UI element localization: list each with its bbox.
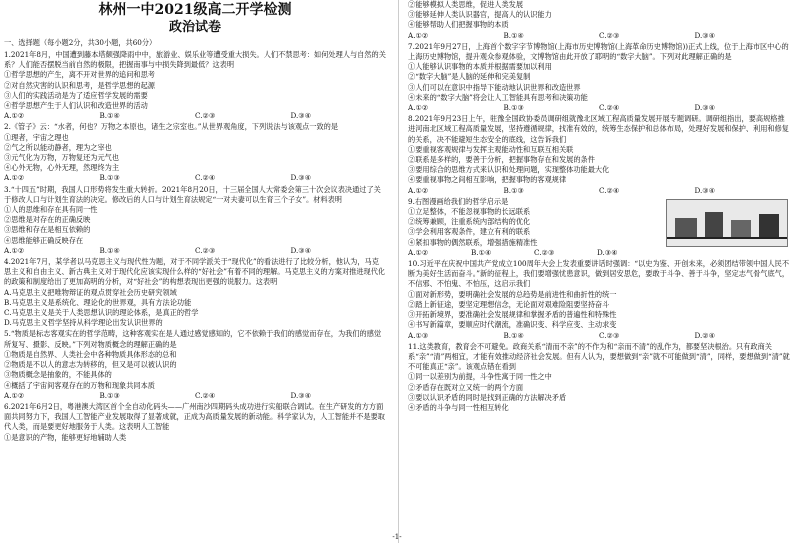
answer-choices <box>408 248 660 258</box>
question-stem: 6.2021年6月2日，粤港澳大湾区首个全自动化码头——广州南沙四期码头成功进行实船联合调试。在生产研发的方方面面共同努力下，我国人工智能产业发展取得了显著成就，正成为高质量发展的新动能。科学家认为，人工智能并不是要取代人类，而是要更好地服务于人类。这表明人工智能 <box>4 401 385 432</box>
question-option: ②物质是不以人的意志为转移的，但又是可以被认识的 <box>4 360 177 370</box>
answer-choice[interactable]: A.①③ <box>408 330 429 340</box>
answer-choice[interactable]: B.①③ <box>503 185 524 195</box>
question-option: ③物质概念是抽象的，不能具体的 <box>4 370 112 380</box>
question-option: ④心外无物，心外无理，然理终为主 <box>4 163 120 173</box>
question-option: ①是意识的产物，能够更好地辅助人类 <box>4 432 127 442</box>
answer-choice[interactable]: C.②④ <box>195 390 216 400</box>
question-option: ③人们的实践活动是为了适应哲学发展的需要 <box>4 90 148 100</box>
question-stem: 5.“物质是标志客观实在的哲学范畴，这种客观实在是人通过感觉感知的，它不依赖于我们的感觉而存在，为我们的感觉所复写、摄影、反映。”下列对物质概念的理解正确的是 <box>4 329 382 349</box>
question-option: ②能够模拟人类思维，促进人类发展 <box>408 0 524 9</box>
answer-choice[interactable]: D.③④ <box>694 185 716 195</box>
answer-choice[interactable]: D.③④ <box>290 245 312 255</box>
left-column <box>4 0 386 543</box>
exam-subtitle: 政治试卷 <box>168 20 221 35</box>
question-stem: 9.右图漫画给我们的哲学启示是 <box>408 196 509 206</box>
answer-choice[interactable]: D.③④ <box>290 111 312 121</box>
answer-choice[interactable]: C.②③ <box>599 30 620 40</box>
question-option: ④书写新篇章，要顺应时代潮流，准确识变、科学应变、主动求变 <box>408 320 617 330</box>
question-option: ①理者，宇宙之理也 <box>4 132 69 142</box>
question-option: ①人能够认识事物的本质并根据需要加以利用 <box>408 62 552 72</box>
question-stem: 2.《管子》云：“水者，何也？万物之本原也，诸生之宗室也。”从世界观角度，下列说法与该观点一致的是 <box>4 122 339 132</box>
answer-choice[interactable]: A.①② <box>408 103 429 113</box>
answer-choice[interactable]: C.②③ <box>195 245 216 255</box>
question-stem: 1.2021年8月，中国遭到藤本塔颇强降雨中中，旅游业、娱乐业等遭受重大损失。人们不禁思考：如何处理人与自然的关系？人们能否摆脱当前自然的极限，把握南事与中损失降到最低？这表明 <box>4 50 386 70</box>
answer-choice[interactable]: C.②③ <box>599 330 620 340</box>
question-option: ④概括了宇宙间客观存在的万物和现象共同本质 <box>4 380 155 390</box>
question <box>4 50 386 121</box>
question <box>4 257 386 328</box>
column-divider <box>398 0 399 543</box>
answer-choice[interactable]: B.①③ <box>503 103 524 113</box>
question-option: ②踏上新征途，要坚定理想信念，无论面对艰难险阻要坚持奋斗 <box>408 299 610 309</box>
answer-choice[interactable]: C.②④ <box>599 185 620 195</box>
question-stem: 8.2021年9月23日上午，驻豫全国政协委员调研组就豫北区域工程高质量发展开展专题调研。调研组指出，要高规格推进河南北区域工程高质量发展，坚持遵循规律，找准有效的，统筹生态保护和总体布局，处理好发展和保护、利用和修复的关系，决不能避短生态安全的底线，这告诉我们 <box>408 114 789 144</box>
answer-choice[interactable]: A.①② <box>4 173 25 183</box>
question-option: ③人们可以在意识中指导下能动地认识世界和改造世界 <box>408 82 581 92</box>
question-option: ③要用综合的思维方式来认识和处理问题，实现整体功能最大化 <box>408 165 610 175</box>
question <box>4 402 386 443</box>
question-stem: 11.这类教育，教育会不可避免。政商关系“清而不亲”的不作为和“亲而不清”的乱作为，都要坚决根治。只有政商关系“亲”“清”两相宜，才能有效推动经济社会发展。但有人认为，要想做到“亲”就不可能做到“清”，同样，要想做到“清”就不可能真正“亲”。该观点错在看到 <box>408 341 790 372</box>
question-option: ②对自然灾害的认识和思考，是哲学思想的起源 <box>4 80 155 90</box>
answer-choice[interactable]: B.①④ <box>503 30 524 40</box>
question-option: ③元气化为万物，万物复还为元气也 <box>4 153 120 163</box>
answer-choice[interactable]: D.②④ <box>694 330 716 340</box>
question-option: ②气之所以能动静者，理为之宰也 <box>4 142 112 152</box>
question-option: ②联系是多样的，要善于分析，把握事物存在和发展的条件 <box>408 155 595 165</box>
answer-choice[interactable]: B.①④ <box>99 245 120 255</box>
answer-choice[interactable]: A.①② <box>408 185 429 195</box>
question-option: ④矛盾的斗争与同一性相互转化 <box>408 402 509 412</box>
question-option: D.马克思主义哲学坚持从科学理论出发认识世界的 <box>4 318 163 328</box>
question-option: ④能够帮助人们把握事物的本质 <box>408 20 509 30</box>
exam-title: 林州一中2021级高二开学检测 <box>98 2 292 18</box>
answer-choice[interactable]: B.①④ <box>471 247 492 257</box>
answer-choice[interactable]: A.①② <box>4 111 25 121</box>
question-option: ①同一以差别为前提，斗争性寓于同一性之中 <box>408 372 552 382</box>
answer-choice[interactable]: C.②③ <box>534 247 555 257</box>
question-option: ③思维和存在是相互依赖的 <box>4 225 91 235</box>
answer-choice[interactable]: B.①③ <box>99 173 120 183</box>
answer-choice[interactable]: B.①④ <box>99 111 120 121</box>
answer-choices <box>4 246 386 256</box>
question-stem: 3.“十四五”时期，我国人口形势将发生重大转折。2021年8月20日，十三届全国人大常委会第三十次会议表决通过了关于修改人口与计划生育法的决定。修改后的人口与计划生育法规定“一对夫妻可以生育三个子女”。材料表明 <box>4 184 381 204</box>
question-option: ①人的思维和存在具有同一性 <box>4 205 98 215</box>
answer-choice[interactable]: D.③④ <box>597 247 618 257</box>
answer-choice[interactable]: D.③④ <box>694 30 716 40</box>
question-option: ③能够延伸人类认识器官，提高人的认识能力 <box>408 10 552 20</box>
question-option: ③学会利用客观条件，建立有利的联系 <box>408 227 531 237</box>
cartoon-image <box>666 199 788 247</box>
question-option: ④哲学思想产生于人们认识和改造世界的活动 <box>4 101 148 111</box>
question <box>408 42 790 113</box>
left-question-list <box>4 50 386 443</box>
question <box>408 259 790 341</box>
page-number: -1- <box>392 533 402 541</box>
question <box>408 342 790 413</box>
question-option: ④要重视事物之间相互影响，把握事物的客观规律 <box>408 175 567 185</box>
answer-choices <box>4 391 386 401</box>
question <box>408 114 790 196</box>
question-option: ①哲学思想的产生，离不开对世界的追问和思考 <box>4 70 155 80</box>
question <box>408 0 790 41</box>
right-column <box>408 0 790 543</box>
answer-choice[interactable]: C.②④ <box>195 173 216 183</box>
question-option: C.马克思主义是关于人类思想认识的理论体系，是真正的哲学 <box>4 308 199 318</box>
answer-choice[interactable]: A.①② <box>408 30 429 40</box>
answer-choice[interactable]: A.①② <box>408 247 429 257</box>
right-question-list <box>408 0 790 413</box>
question-option: ②“数字大脑”是人脑的延伸和完美复制 <box>408 72 531 82</box>
answer-choices <box>4 173 386 183</box>
answer-choice[interactable]: C.②④ <box>599 103 620 113</box>
answer-choices <box>408 186 790 196</box>
answer-choices <box>408 31 790 41</box>
answer-choices <box>4 111 386 121</box>
answer-choice[interactable]: D.③④ <box>290 390 312 400</box>
answer-choice[interactable]: B.①④ <box>503 330 524 340</box>
question <box>4 329 386 400</box>
question-option: ③要以认识矛盾的同时是找到正确的方法解决矛盾 <box>408 392 567 402</box>
question <box>4 185 386 256</box>
answer-choice[interactable]: D.③④ <box>290 173 312 183</box>
answer-choice[interactable]: A.①② <box>4 245 25 255</box>
question-stem: 4.2021年7月，某学者以马克思主义与现代性为题，对于不同学派关于“现代化”的看法进行了比较分析，他认为，马克思主义和自由主义、新古典主义对于现代化应该实现什么样的“好社会”有着不同的理解。马克思主义的方案对推进现代化的政策和制度给出了更加高明的分析，对“好社会”的构想表现出更强的说服力。这表明 <box>4 257 386 287</box>
question <box>4 122 386 183</box>
question-option: B.马克思主义是系统化、理论化的世界观，具有方法论功能 <box>4 297 192 307</box>
section-heading: 一、选择题（每小题2分，共30小题，共60分） <box>4 38 157 47</box>
question-option: ①立足整体，不能忽视事物的长远联系 <box>408 207 531 217</box>
question-option: ②统筹兼顾，注重系统内部结构的优化 <box>408 217 531 227</box>
answer-choices <box>408 103 790 113</box>
question-option: ③开拓新境界，要准确社会发展规律和掌握矛盾的普遍性和特殊性 <box>408 310 617 320</box>
question-stem: 10.习近平在庆祝中国共产党成立100周年大会上发表重要讲话时强调：“以史为鉴、开创未来，必须团结带领中国人民不断为美好生活而奋斗。”新的征程上，我们要增强忧患意识，做到居安思危，要敢于斗争、善于斗争，坚定志气骨气底气，不信邪、不怕鬼、不怕压，这启示我们 <box>408 259 790 289</box>
question-option: ④未来的“数字大脑”将会让人工智能具有思考和决策功能 <box>408 92 588 102</box>
question-option: A.马克思主义把唯物辩证的观点贯穿社会历史研究领域 <box>4 287 177 297</box>
question-option: ①面对新形势，要明确社会发展的总趋势是前进性和曲折性的统一 <box>408 289 617 299</box>
answer-choices <box>408 331 790 341</box>
question-option: ④思维能够正确反映存在 <box>4 235 84 245</box>
question-option: ①要重视客观规律与发挥主观能动性和互联互相关联 <box>408 144 574 154</box>
question-option: ②思维是对存在的正确反映 <box>4 215 91 225</box>
question-option: ①物质是自然界、人类社会中各种物质具体形态的总和 <box>4 349 177 359</box>
question-stem: 7.2021年9月27日，上海首个数字字节博物馆(上海市历史博物馆(上海革命历史博物馆))正式上线，位于上海市区中心的上海历史博物馆，提升观众参观体验，文博物馆由此开放了耶明的“数字大脑”。下列对此理解正确的是 <box>408 41 789 62</box>
answer-choice[interactable]: C.②③ <box>195 111 216 121</box>
question-option: ④紧扣事物的偶然联系，增强措施精准性 <box>408 237 538 247</box>
answer-choice[interactable]: D.③④ <box>694 103 716 113</box>
answer-choice[interactable]: B.①③ <box>99 390 120 400</box>
question <box>408 197 790 258</box>
answer-choice[interactable]: A.①② <box>4 390 25 400</box>
question-option: ②矛盾存在既对立又统一的两个方面 <box>408 382 524 392</box>
